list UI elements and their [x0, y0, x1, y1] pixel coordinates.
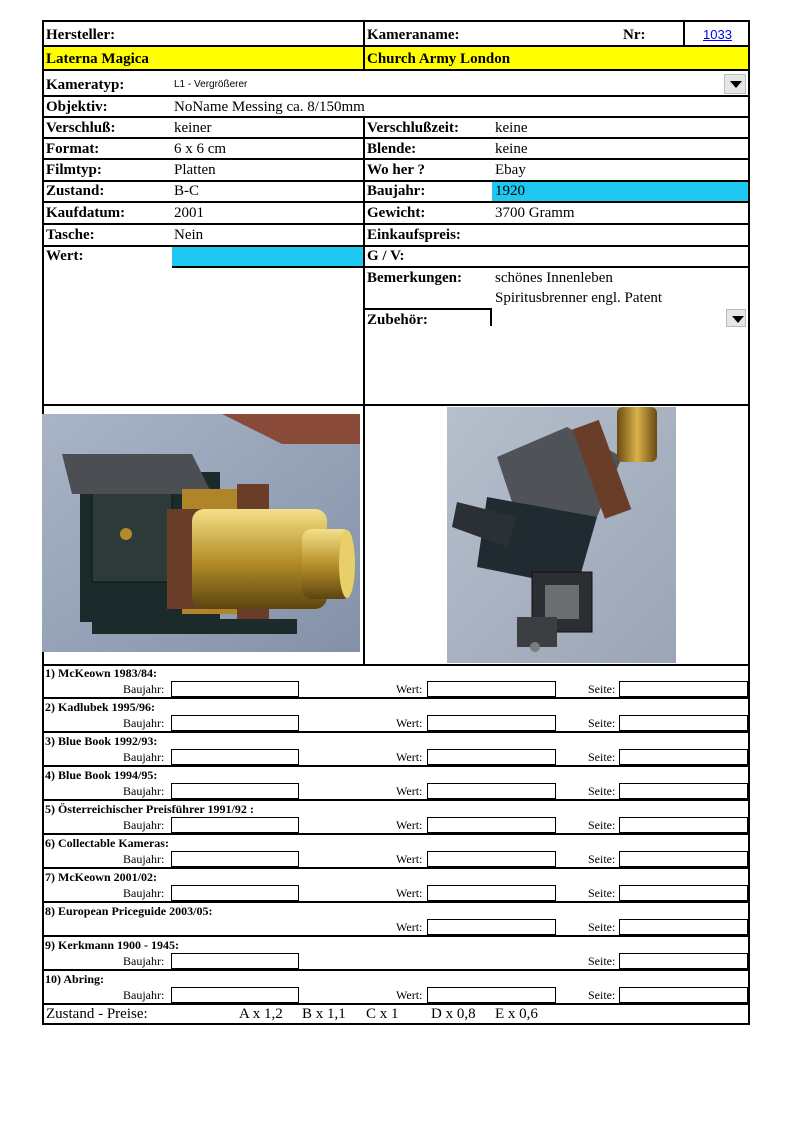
reference-baujahr-field[interactable] [171, 885, 299, 901]
baujahr-value: 1920 [495, 183, 525, 199]
kameraname-label: Kameraname: [367, 27, 460, 43]
zustand-value: B-C [174, 183, 200, 199]
grid-line [42, 1023, 750, 1025]
verschluss-label: Verschluß: [46, 120, 116, 136]
reference-baujahr-field[interactable] [171, 783, 299, 799]
grid-line [42, 45, 750, 47]
reference-baujahr-label: Baujahr: [123, 954, 165, 968]
reference-title: 2) Kadlubek 1995/96: [45, 700, 156, 714]
reference-seite-label: Seite: [588, 716, 616, 730]
hersteller-label: Hersteller: [46, 27, 116, 43]
reference-baujahr-field[interactable] [171, 987, 299, 1003]
reference-baujahr-field[interactable] [171, 953, 299, 969]
reference-baujahr-field[interactable] [171, 715, 299, 731]
reference-title: 7) McKeown 2001/02: [45, 870, 157, 884]
grid-line [42, 935, 750, 937]
zubehoer-label: Zubehör: [367, 312, 428, 328]
preis-factor-c: C x 1 [366, 1006, 399, 1022]
reference-seite-field[interactable] [619, 783, 748, 799]
reference-title: 4) Blue Book 1994/95: [45, 768, 158, 782]
reference-baujahr-field[interactable] [171, 817, 299, 833]
kameratyp-label: Kameratyp: [46, 77, 125, 93]
reference-baujahr-label: Baujahr: [123, 818, 165, 832]
tasche-value: Nein [174, 227, 204, 243]
reference-title: 10) Abring: [45, 972, 105, 986]
grid-line [42, 180, 750, 182]
reference-wert-field[interactable] [427, 987, 556, 1003]
reference-wert-field[interactable] [427, 817, 556, 833]
grid-line [42, 116, 750, 118]
gewicht-label: Gewicht: [367, 205, 426, 221]
blende-value: keine [495, 141, 528, 157]
reference-wert-field[interactable] [427, 681, 556, 697]
reference-seite-field[interactable] [619, 715, 748, 731]
reference-baujahr-label: Baujahr: [123, 716, 165, 730]
reference-seite-field[interactable] [619, 953, 748, 969]
wert-label: Wert: [46, 248, 84, 264]
reference-title: 6) Collectable Kameras: [45, 836, 169, 850]
tasche-label: Tasche: [46, 227, 95, 243]
baujahr-label: Baujahr: [367, 183, 426, 199]
reference-seite-field[interactable] [619, 987, 748, 1003]
grid-line [42, 201, 750, 203]
objektiv-label: Objektiv: [46, 99, 108, 115]
reference-wert-label: Wert: [396, 988, 423, 1002]
reference-title: 8) European Priceguide 2003/05: [45, 904, 213, 918]
reference-seite-label: Seite: [588, 920, 616, 934]
reference-seite-label: Seite: [588, 750, 616, 764]
bemerkungen-line1: schönes Innenleben [495, 270, 613, 286]
grid-line [683, 20, 685, 46]
preis-factor-b: B x 1,1 [302, 1006, 346, 1022]
zustand-preise-label: Zustand - Preise: [46, 1006, 148, 1022]
gewicht-value: 3700 Gramm [495, 205, 575, 221]
gv-label: G / V: [367, 248, 405, 264]
zustand-label: Zustand: [46, 183, 105, 199]
baujahr-value-bg [492, 182, 748, 202]
reference-wert-label: Wert: [396, 682, 423, 696]
grid-line [42, 901, 750, 903]
kameratyp-dropdown-chevron-down-icon[interactable] [724, 74, 746, 94]
reference-wert-field[interactable] [427, 715, 556, 731]
grid-line [172, 266, 748, 268]
grid-line [42, 137, 750, 139]
reference-baujahr-label: Baujahr: [123, 886, 165, 900]
grid-line [363, 20, 365, 70]
reference-baujahr-label: Baujahr: [123, 682, 165, 696]
reference-seite-field[interactable] [619, 851, 748, 867]
reference-baujahr-label: Baujahr: [123, 988, 165, 1002]
format-label: Format: [46, 141, 100, 157]
grid-line [42, 20, 750, 22]
preis-factor-d: D x 0,8 [431, 1006, 476, 1022]
filmtyp-value: Platten [174, 162, 216, 178]
reference-title: 5) Österreichischer Preisführer 1991/92 : [45, 802, 254, 816]
reference-baujahr-label: Baujahr: [123, 852, 165, 866]
camera-photo-left [42, 414, 360, 652]
reference-seite-field[interactable] [619, 681, 748, 697]
reference-baujahr-label: Baujahr: [123, 784, 165, 798]
zubehoer-dropdown-chevron-down-icon[interactable] [726, 309, 746, 327]
bemerkungen-label: Bemerkungen: [367, 270, 462, 286]
reference-title: 3) Blue Book 1992/93: [45, 734, 158, 748]
kameratyp-select-value[interactable]: L1 - Vergrößerer [174, 79, 248, 90]
reference-baujahr-field[interactable] [171, 749, 299, 765]
reference-baujahr-field[interactable] [171, 681, 299, 697]
reference-baujahr-label: Baujahr: [123, 750, 165, 764]
camera-photo-right [447, 407, 676, 663]
grid-line [42, 833, 750, 835]
grid-line [42, 95, 750, 97]
reference-wert-field[interactable] [427, 851, 556, 867]
einkaufspreis-label: Einkaufspreis: [367, 227, 461, 243]
reference-wert-label: Wert: [396, 886, 423, 900]
nr-link[interactable]: 1033 [703, 27, 732, 42]
grid-line [748, 20, 750, 1024]
reference-seite-label: Seite: [588, 886, 616, 900]
reference-wert-label: Wert: [396, 818, 423, 832]
reference-wert-field[interactable] [427, 919, 556, 935]
grid-line [42, 245, 750, 247]
reference-seite-label: Seite: [588, 818, 616, 832]
reference-seite-label: Seite: [588, 988, 616, 1002]
reference-seite-label: Seite: [588, 682, 616, 696]
grid-line [363, 116, 365, 666]
preis-factor-e: E x 0,6 [495, 1006, 538, 1022]
bemerkungen-line2: Spiritusbrenner engl. Patent [495, 290, 663, 306]
reference-title: 9) Kerkmann 1900 - 1945: [45, 938, 179, 952]
reference-title: 1) McKeown 1983/84: [45, 666, 157, 680]
kameraname-value: Church Army London [367, 51, 511, 67]
reference-seite-field[interactable] [619, 885, 748, 901]
preis-factor-a: A x 1,2 [239, 1006, 283, 1022]
reference-seite-label: Seite: [588, 852, 616, 866]
grid-line [42, 158, 750, 160]
reference-wert-field[interactable] [427, 885, 556, 901]
grid-line [42, 765, 750, 767]
woher-label: Wo her ? [367, 162, 426, 178]
reference-wert-label: Wert: [396, 716, 423, 730]
verschlusszeit-value: keine [495, 120, 528, 136]
hersteller-value: Laterna Magica [46, 51, 149, 67]
reference-seite-field[interactable] [619, 749, 748, 765]
filmtyp-label: Filmtyp: [46, 162, 102, 178]
reference-wert-field[interactable] [427, 783, 556, 799]
reference-seite-label: Seite: [588, 784, 616, 798]
grid-line [42, 969, 750, 971]
reference-seite-field[interactable] [619, 817, 748, 833]
verschluss-value: keiner [174, 120, 212, 136]
format-value: 6 x 6 cm [174, 141, 227, 157]
grid-line [42, 223, 750, 225]
verschlusszeit-label: Verschlußzeit: [367, 120, 459, 136]
reference-seite-field[interactable] [619, 919, 748, 935]
reference-wert-label: Wert: [396, 784, 423, 798]
grid-line [42, 404, 750, 406]
objektiv-value: NoName Messing ca. 8/150mm [174, 99, 365, 115]
wert-value-bg [172, 247, 364, 267]
reference-baujahr-field[interactable] [171, 851, 299, 867]
woher-value: Ebay [495, 162, 526, 178]
grid-line [42, 799, 750, 801]
grid-line [42, 867, 750, 869]
nr-label: Nr: [623, 27, 646, 43]
kaufdatum-label: Kaufdatum: [46, 205, 126, 221]
reference-wert-field[interactable] [427, 749, 556, 765]
grid-line [42, 69, 750, 71]
reference-wert-label: Wert: [396, 750, 423, 764]
reference-seite-label: Seite: [588, 954, 616, 968]
kaufdatum-value: 2001 [174, 205, 204, 221]
reference-wert-label: Wert: [396, 852, 423, 866]
blende-label: Blende: [367, 141, 417, 157]
grid-line [42, 731, 750, 733]
grid-line [42, 697, 750, 699]
grid-line [490, 310, 492, 326]
reference-wert-label: Wert: [396, 920, 423, 934]
grid-line [364, 308, 492, 310]
